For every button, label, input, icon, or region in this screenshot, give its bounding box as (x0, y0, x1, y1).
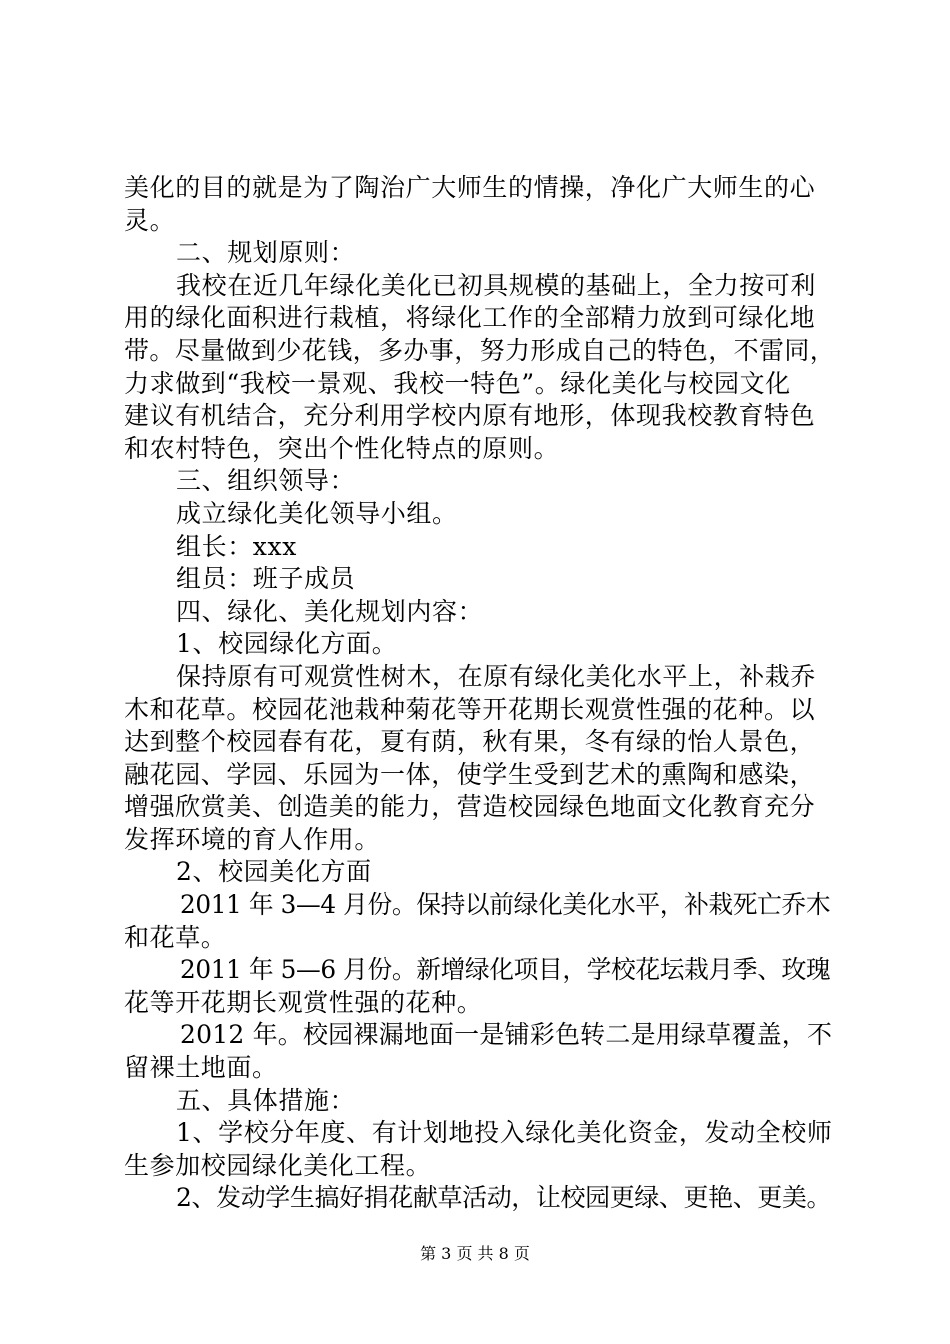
subsection-heading-greening: 1、校园绿化方面。 (176, 629, 398, 659)
text-line: 我校在近几年绿化美化已初具规模的基础上，全力按可利 (176, 270, 817, 300)
text-line: 保持原有可观赏性树木，在原有绿化美化水平上，补栽乔 (176, 661, 817, 691)
text-line: 融花园、学园、乐园为一体，使学生受到艺术的熏陶和感染， (124, 759, 816, 789)
subsection-heading-beautify: 2、校园美化方面 (176, 857, 372, 887)
text-line: 生参加校园绿化美化工程。 (124, 1150, 432, 1180)
text-line: 带。尽量做到少花钱，多办事，努力形成自己的特色，不雷同， (124, 335, 836, 365)
text-line: 留裸土地面。 (124, 1053, 278, 1083)
text-line: 2011 年 5—6 月份。新增绿化项目，学校花坛栽月季、玫瑰 (180, 955, 831, 985)
page-number-footer: 第 3 页 共 8 页 (420, 1244, 530, 1263)
text-line: 组员：班子成员 (176, 564, 356, 594)
section-heading-plan: 四、绿化、美化规划内容： (176, 596, 484, 626)
text-line: 花等开花期长观赏性强的花种。 (124, 987, 483, 1017)
text-line: 用的绿化面积进行栽植，将绿化工作的全部精力放到可绿化地 (124, 303, 816, 333)
text-line: 建议有机结合，充分利用学校内原有地形，体现我校教育特色 (124, 401, 816, 431)
document-body (124, 172, 836, 1215)
text-line: 力求做到“我校一景观、我校一特色”。绿化美化与校园文化 (124, 368, 791, 398)
section-heading-principles: 二、规划原则： (176, 238, 356, 268)
text-line: 灵。 (124, 205, 176, 235)
text-line: 1、学校分年度、有计划地投入绿化美化资金，发动全校师 (176, 1118, 833, 1148)
text-line: 2、发动学生搞好捐花献草活动，让校园更绿、更艳、更美。 (176, 1183, 832, 1213)
text-line: 发挥环境的育人作用。 (124, 824, 381, 854)
section-heading-leadership: 三、组织领导： (176, 466, 356, 496)
text-line: 木和花草。校园花池栽种菊花等开花期长观赏性强的花种。以 (124, 694, 816, 724)
text-line: 成立绿化美化领导小组。 (176, 498, 458, 528)
text-line: 2012 年。校园裸漏地面一是铺彩色转二是用绿草覆盖，不 (180, 1020, 833, 1050)
section-heading-measures: 五、具体措施： (176, 1085, 356, 1115)
text-line: 和农村特色，突出个性化特点的原则。 (124, 433, 560, 463)
text-line: 美化的目的就是为了陶治广大师生的情操，净化广大师生的心 (124, 173, 816, 202)
text-line: 和花草。 (124, 922, 227, 952)
text-line: 增强欣赏美、创造美的能力，营造校园绿色地面文化教育充分 (124, 792, 816, 822)
text-line: 达到整个校园春有花，夏有荫，秋有果，冬有绿的怡人景色， (124, 727, 816, 757)
text-line: 2011 年 3—4 月份。保持以前绿化美化水平，补栽死亡乔木 (180, 890, 831, 920)
text-line: 组长：xxx (176, 531, 297, 561)
